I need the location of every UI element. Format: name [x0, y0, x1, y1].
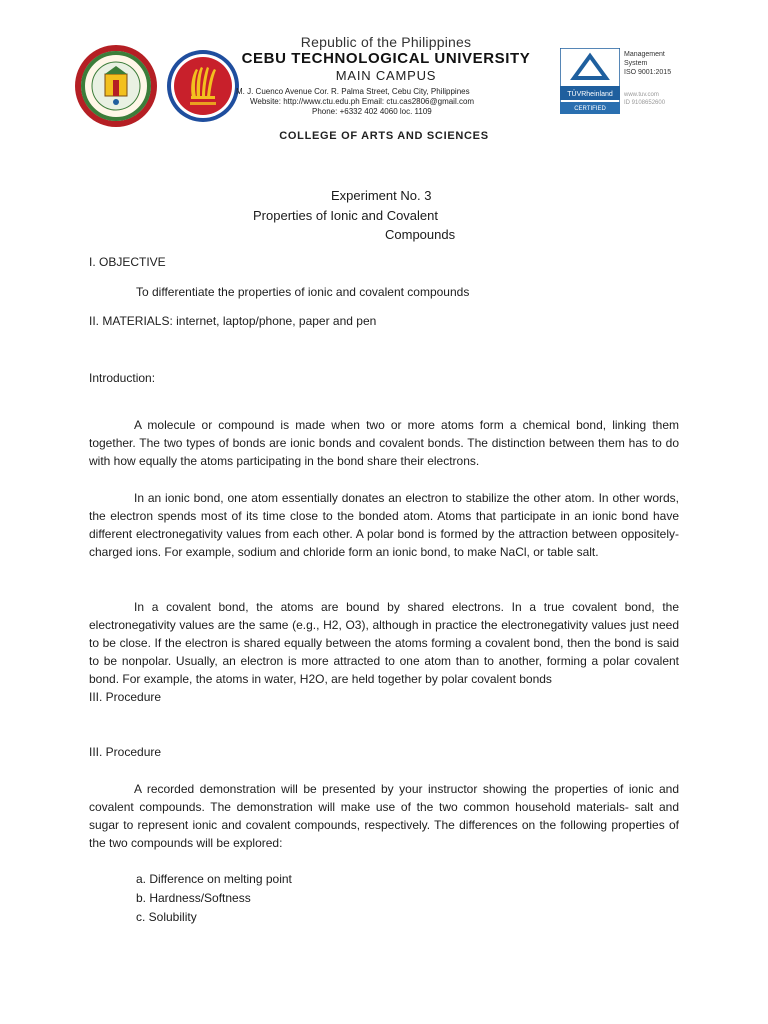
- introduction-heading: Introduction:: [89, 371, 156, 385]
- procedure-heading-inline: III. Procedure: [89, 690, 162, 704]
- iso-line-1: Management: [624, 51, 665, 58]
- procedure-heading: III. Procedure: [89, 745, 162, 759]
- republic-line: Republic of the Philippines: [300, 34, 472, 50]
- procedure-paragraph: A recorded demonstration will be presented by your instructor showing the properties of ionic and covalent compounds. The demonstration will make use of the two common household materials- salt and sugar to represent ionic and covalent compounds, respectively. The differences on the following properties of the two compounds will be explored:: [89, 782, 679, 850]
- university-name: CEBU TECHNOLOGICAL UNIVERSITY: [241, 50, 531, 67]
- letterhead-address: [236, 87, 536, 117]
- properties-list: [136, 870, 292, 927]
- experiment-title-line-1: Properties of Ionic and Covalent: [253, 208, 438, 223]
- iso-line-3: ISO 9001:2015: [624, 69, 672, 76]
- phone-line: Phone: +6332 402 4060 loc. 1109: [312, 107, 432, 116]
- introduction-paragraph-3: In a covalent bond, the atoms are bound by shared electrons. In a true covalent bond, the electronegativity values are the same (e.g., H2, O3), although in practice the electronegativity values just need to be close. If the electron is shared equally between the atoms forming a covalent bond, then the bond is said to be nonpolar. Usually, an electron is more attracted to one atom than to another, forming a polar covalent bond. For example, the atoms in water, H2O, are held together by polar covalent bonds: [89, 600, 679, 686]
- iso-line-5: ID 9108652600: [624, 100, 666, 106]
- address-line: M. J. Cuenco Avenue Cor. R. Palma Street, Cebu City, Philippines: [236, 87, 470, 96]
- iso-line-2: System: [624, 60, 648, 67]
- list-item: a. Difference on melting point: [136, 872, 292, 886]
- objective-text: To differentiate the properties of ionic and covalent compounds: [136, 285, 470, 299]
- introduction-paragraph-2: In an ionic bond, one atom essentially donates an electron to stabilize the other atom. In other words, the electron spends most of its time close to the bonded atom. Atoms that participate in an ionic bond have different electronegativity values from each other. A polar bond is formed by the attraction between oppositely-charged ions. For example, sodium and chloride form an ionic bond, to make NaCl, or table salt.: [89, 491, 679, 559]
- list-item: b. Hardness/Softness: [136, 891, 251, 905]
- campus-name: MAIN CAMPUS: [335, 68, 437, 83]
- website-email-line: Website: http://www.ctu.edu.ph Email: ctu.cas2806@gmail.com: [250, 97, 475, 106]
- tuv-certified-logo: [560, 48, 620, 114]
- list-item: c. Solubility: [136, 910, 197, 924]
- tuv-certified-text: CERTIFIED: [574, 106, 606, 112]
- asean-logo: [166, 49, 240, 123]
- tuv-brand-text: TÜVRheinland: [567, 91, 613, 98]
- letterhead-title: [236, 34, 536, 83]
- iso-certification-block: [624, 50, 694, 114]
- experiment-title-line-2: Compounds: [385, 227, 456, 242]
- experiment-number: Experiment No. 3: [331, 188, 432, 203]
- materials-line: II. MATERIALS: internet, laptop/phone, paper and pen: [89, 314, 377, 328]
- college-name: COLLEGE OF ARTS AND SCIENCES: [279, 130, 489, 142]
- introduction-paragraph-1: A molecule or compound is made when two or more atoms form a chemical bond, linking them together. The two types of bonds are ionic bonds and covalent bonds. The distinction between them has to do with how equally the atoms participating in the bond share their electrons.: [89, 418, 679, 468]
- objective-heading: I. OBJECTIVE: [89, 255, 166, 269]
- iso-line-4: www.tuv.com: [624, 92, 659, 98]
- ctu-seal-logo: [74, 44, 158, 128]
